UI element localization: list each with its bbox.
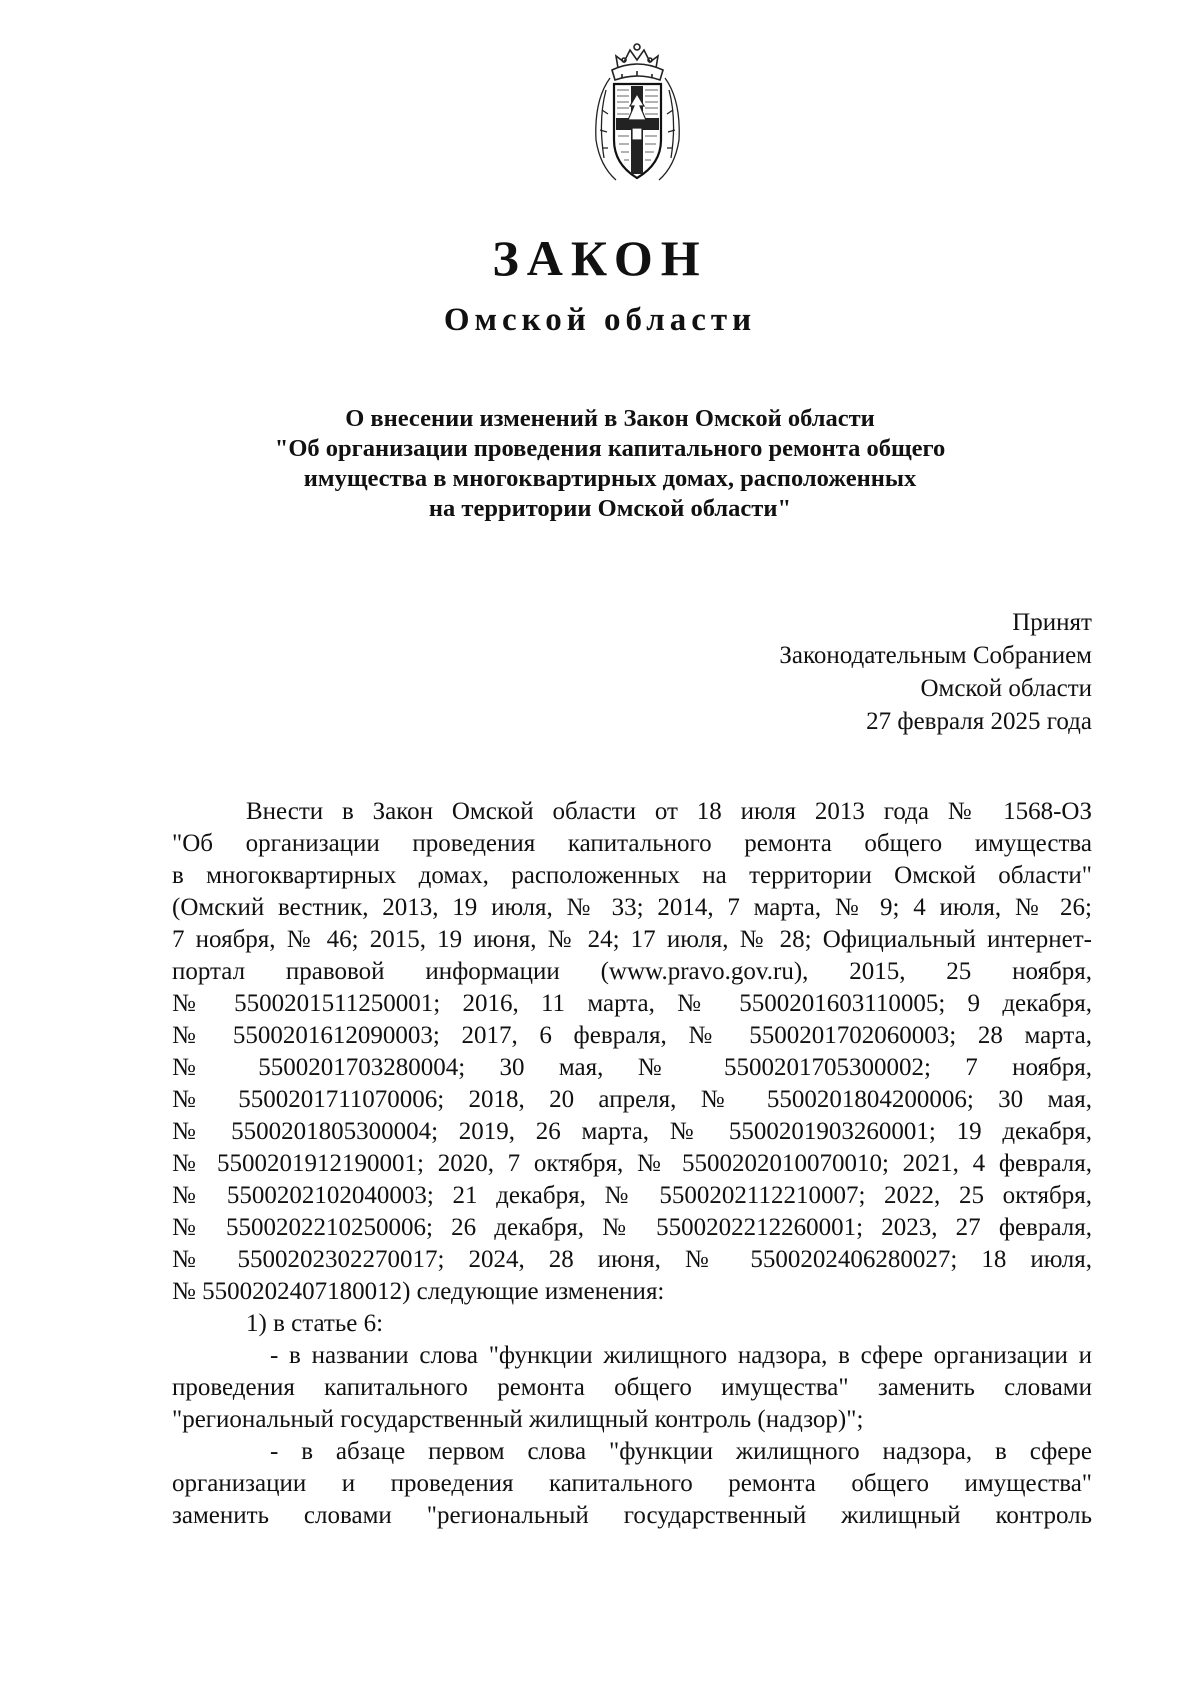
body-line: портал правовой информации (www.pravo.gov.ru), 2015, 25 ноября,	[172, 958, 1092, 985]
body-line: № 5500201612090003; 2017, 6 февраля, № 5500201702060003; 28 марта,	[172, 1022, 1092, 1049]
adoption-block	[779, 606, 1092, 738]
body-line: № 5500202210250006; 26 декабря, № 5500202212260001; 2023, 27 февраля,	[172, 1214, 1092, 1241]
body-line: № 5500202302270017; 2024, 28 июня, № 5500202406280027; 18 июля,	[172, 1246, 1092, 1273]
body-line: - в названии слова "функции жилищного надзора, в сфере организации и	[270, 1342, 1092, 1369]
adoption-date: 27 февраля 2025 года	[866, 708, 1092, 735]
list-item-article: 1) в статье 6:	[246, 1310, 384, 1337]
body-line: 7 ноября, № 46; 2015, 19 июня, № 24; 17 июля, № 28; Официальный интернет-	[172, 926, 1092, 953]
body-line: № 5500202407180012) следующие изменения:	[172, 1278, 665, 1305]
body-line: проведения капитального ремонта общего имущества" заменить словами	[172, 1374, 1092, 1401]
adoption-line: Законодательным Собранием	[779, 642, 1092, 669]
document-region-heading: Омской области	[443, 302, 757, 338]
body-line: № 5500202102040003; 21 декабря, № 5500202112210007; 2022, 25 октября,	[172, 1182, 1092, 1209]
body-line: - в абзаце первом слова "функции жилищного надзора, в сфере	[270, 1438, 1092, 1465]
law-title	[160, 404, 1060, 524]
law-body-text	[172, 796, 1092, 1532]
adoption-line: Омской области	[920, 675, 1092, 702]
document-type-heading: ЗАКОН	[492, 230, 708, 286]
body-line: в многоквартирных домах, расположенных на территории Омской области"	[172, 862, 1092, 889]
law-title-line: "Об организации проведения капитального ремонта общего	[274, 435, 946, 462]
coat-of-arms-omsk-region-emblem	[586, 40, 689, 190]
law-title-line: имущества в многоквартирных домах, расположенных	[303, 465, 917, 492]
body-line: (Омский вестник, 2013, 19 июля, № 33; 2014, 7 марта, № 9; 4 июля, № 26;	[172, 894, 1092, 921]
body-line: № 5500201703280004; 30 мая, № 5500201705300002; 7 ноября,	[172, 1054, 1092, 1081]
body-line: Внести в Закон Омской области от 18 июля 2013 года № 1568-ОЗ	[246, 798, 1092, 825]
law-title-line: О внесении изменений в Закон Омской области	[345, 405, 875, 432]
adoption-line: Принят	[1012, 609, 1092, 636]
body-line: организации и проведения капитального ремонта общего имущества"	[172, 1470, 1092, 1497]
body-line: № 5500201912190001; 2020, 7 октября, № 5500202010070010; 2021, 4 февраля,	[172, 1150, 1092, 1177]
body-line: № 5500201711070006; 2018, 20 апреля, № 5500201804200006; 30 мая,	[172, 1086, 1092, 1113]
body-line: "Об организации проведения капитального ремонта общего имущества	[172, 830, 1092, 857]
body-line: № 5500201805300004; 2019, 26 марта, № 5500201903260001; 19 декабря,	[172, 1118, 1092, 1145]
law-title-line: на территории Омской области"	[428, 495, 792, 522]
body-line: № 5500201511250001; 2016, 11 марта, № 5500201603110005; 9 декабря,	[172, 990, 1092, 1017]
body-line: "региональный государственный жилищный контроль (надзор)";	[172, 1406, 864, 1433]
body-line: заменить словами "региональный государственный жилищный контроль	[172, 1502, 1092, 1529]
